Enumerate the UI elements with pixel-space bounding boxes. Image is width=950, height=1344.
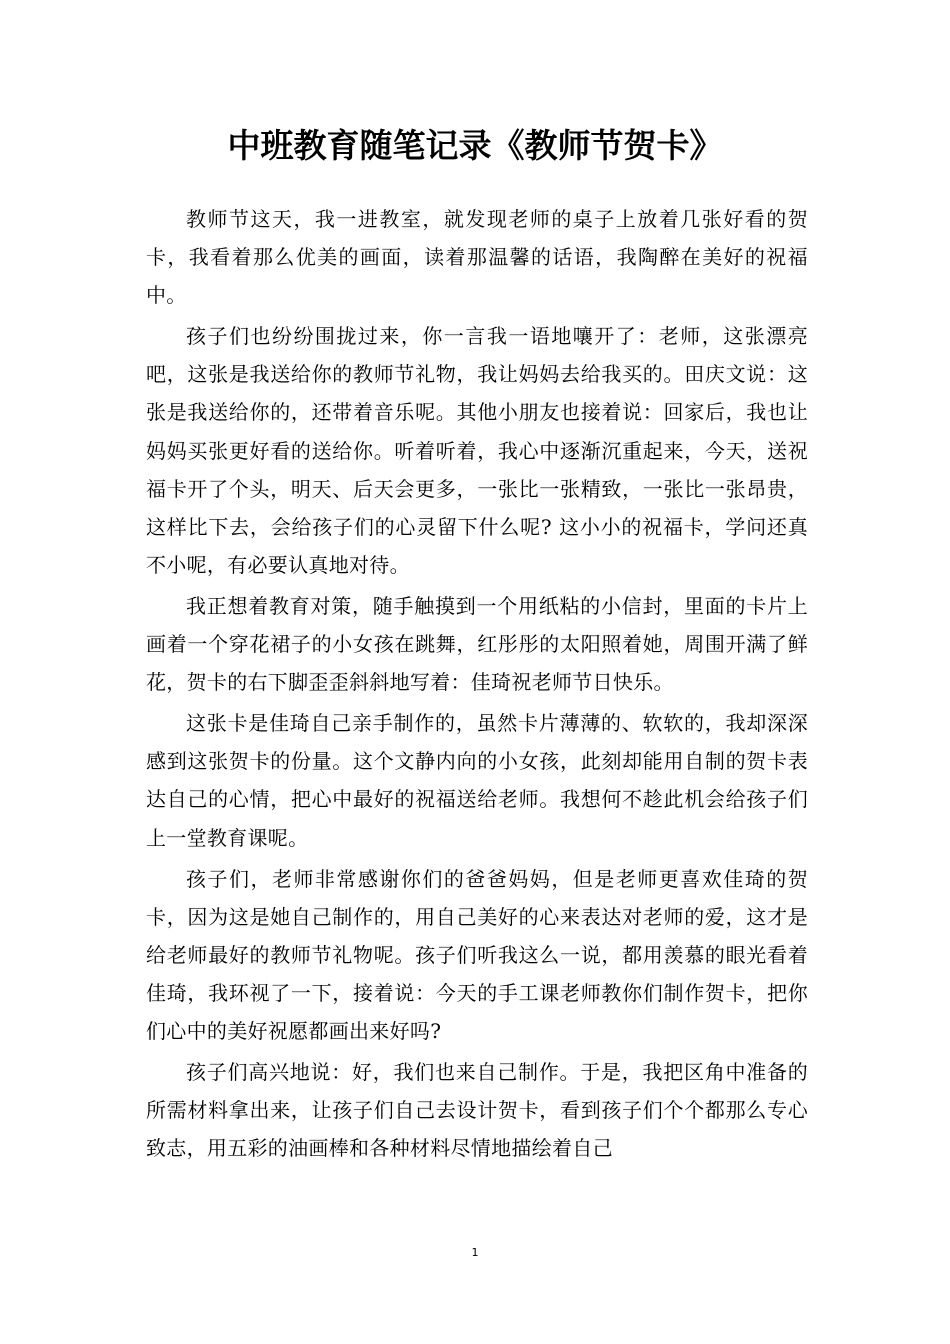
document-body	[146, 200, 808, 1167]
paragraph-4: 这张卡是佳琦自己亲手制作的，虽然卡片薄薄的、软软的，我却深深感到这张贺卡的份量。这个文静内向的小女孩，此刻却能用自制的贺卡表达自己的心情，把心中最好的祝福送给老师。我想何不趁此机会给孩子们上一堂教育课呢。	[146, 711, 808, 850]
paragraph-1: 教师节这天，我一进教室，就发现老师的桌子上放着几张好看的贺卡，我看着那么优美的画面，读着那温馨的话语，我陶醉在美好的祝福中。	[146, 207, 808, 308]
paragraph-6: 孩子们高兴地说：好，我们也来自己制作。于是，我把区角中准备的所需材料拿出来，让孩子们自己去设计贺卡，看到孩子们个个都那么专心致志，用五彩的油画棒和各种材料尽情地描绘着自己	[146, 1060, 808, 1161]
page-number: 1	[471, 1246, 479, 1259]
paragraph-5: 孩子们，老师非常感谢你们的爸爸妈妈，但是老师更喜欢佳琦的贺卡，因为这是她自己制作的，用自己美好的心来表达对老师的爱，这才是给老师最好的教师节礼物呢。孩子们听我这么一说，都用羡慕的眼光看着佳琦，我环视了一下，接着说：今天的手工课老师教你们制作贺卡，把你们心中的美好祝愿都画出来好吗?	[146, 866, 808, 1043]
document-title: 中班教育随笔记录《教师节贺卡》	[227, 126, 723, 165]
paragraph-3: 我正想着教育对策，随手触摸到一个用纸粘的小信封，里面的卡片上画着一个穿花裙子的小女孩在跳舞，红彤彤的太阳照着她，周围开满了鲜花，贺卡的右下脚歪歪斜斜地写着：佳琦祝老师节日快乐。	[146, 593, 808, 695]
paragraph-2: 孩子们也纷纷围拢过来，你一言我一语地嚷开了：老师，这张漂亮吧，这张是我送给你的教师节礼物，我让妈妈去给我买的。田庆文说：这张是我送给你的，还带着音乐呢。其他小朋友也接着说：回家后，我也让妈妈买张更好看的送给你。听着听着，我心中逐渐沉重起来，今天，送祝福卡开了个头，明天、后天会更多，一张比一张精致，一张比一张昂贵，这样比下去，会给孩子们的心灵留下什么呢? 这小小的祝福卡，学问还真不小呢，有必要认真地对待。	[146, 324, 808, 577]
